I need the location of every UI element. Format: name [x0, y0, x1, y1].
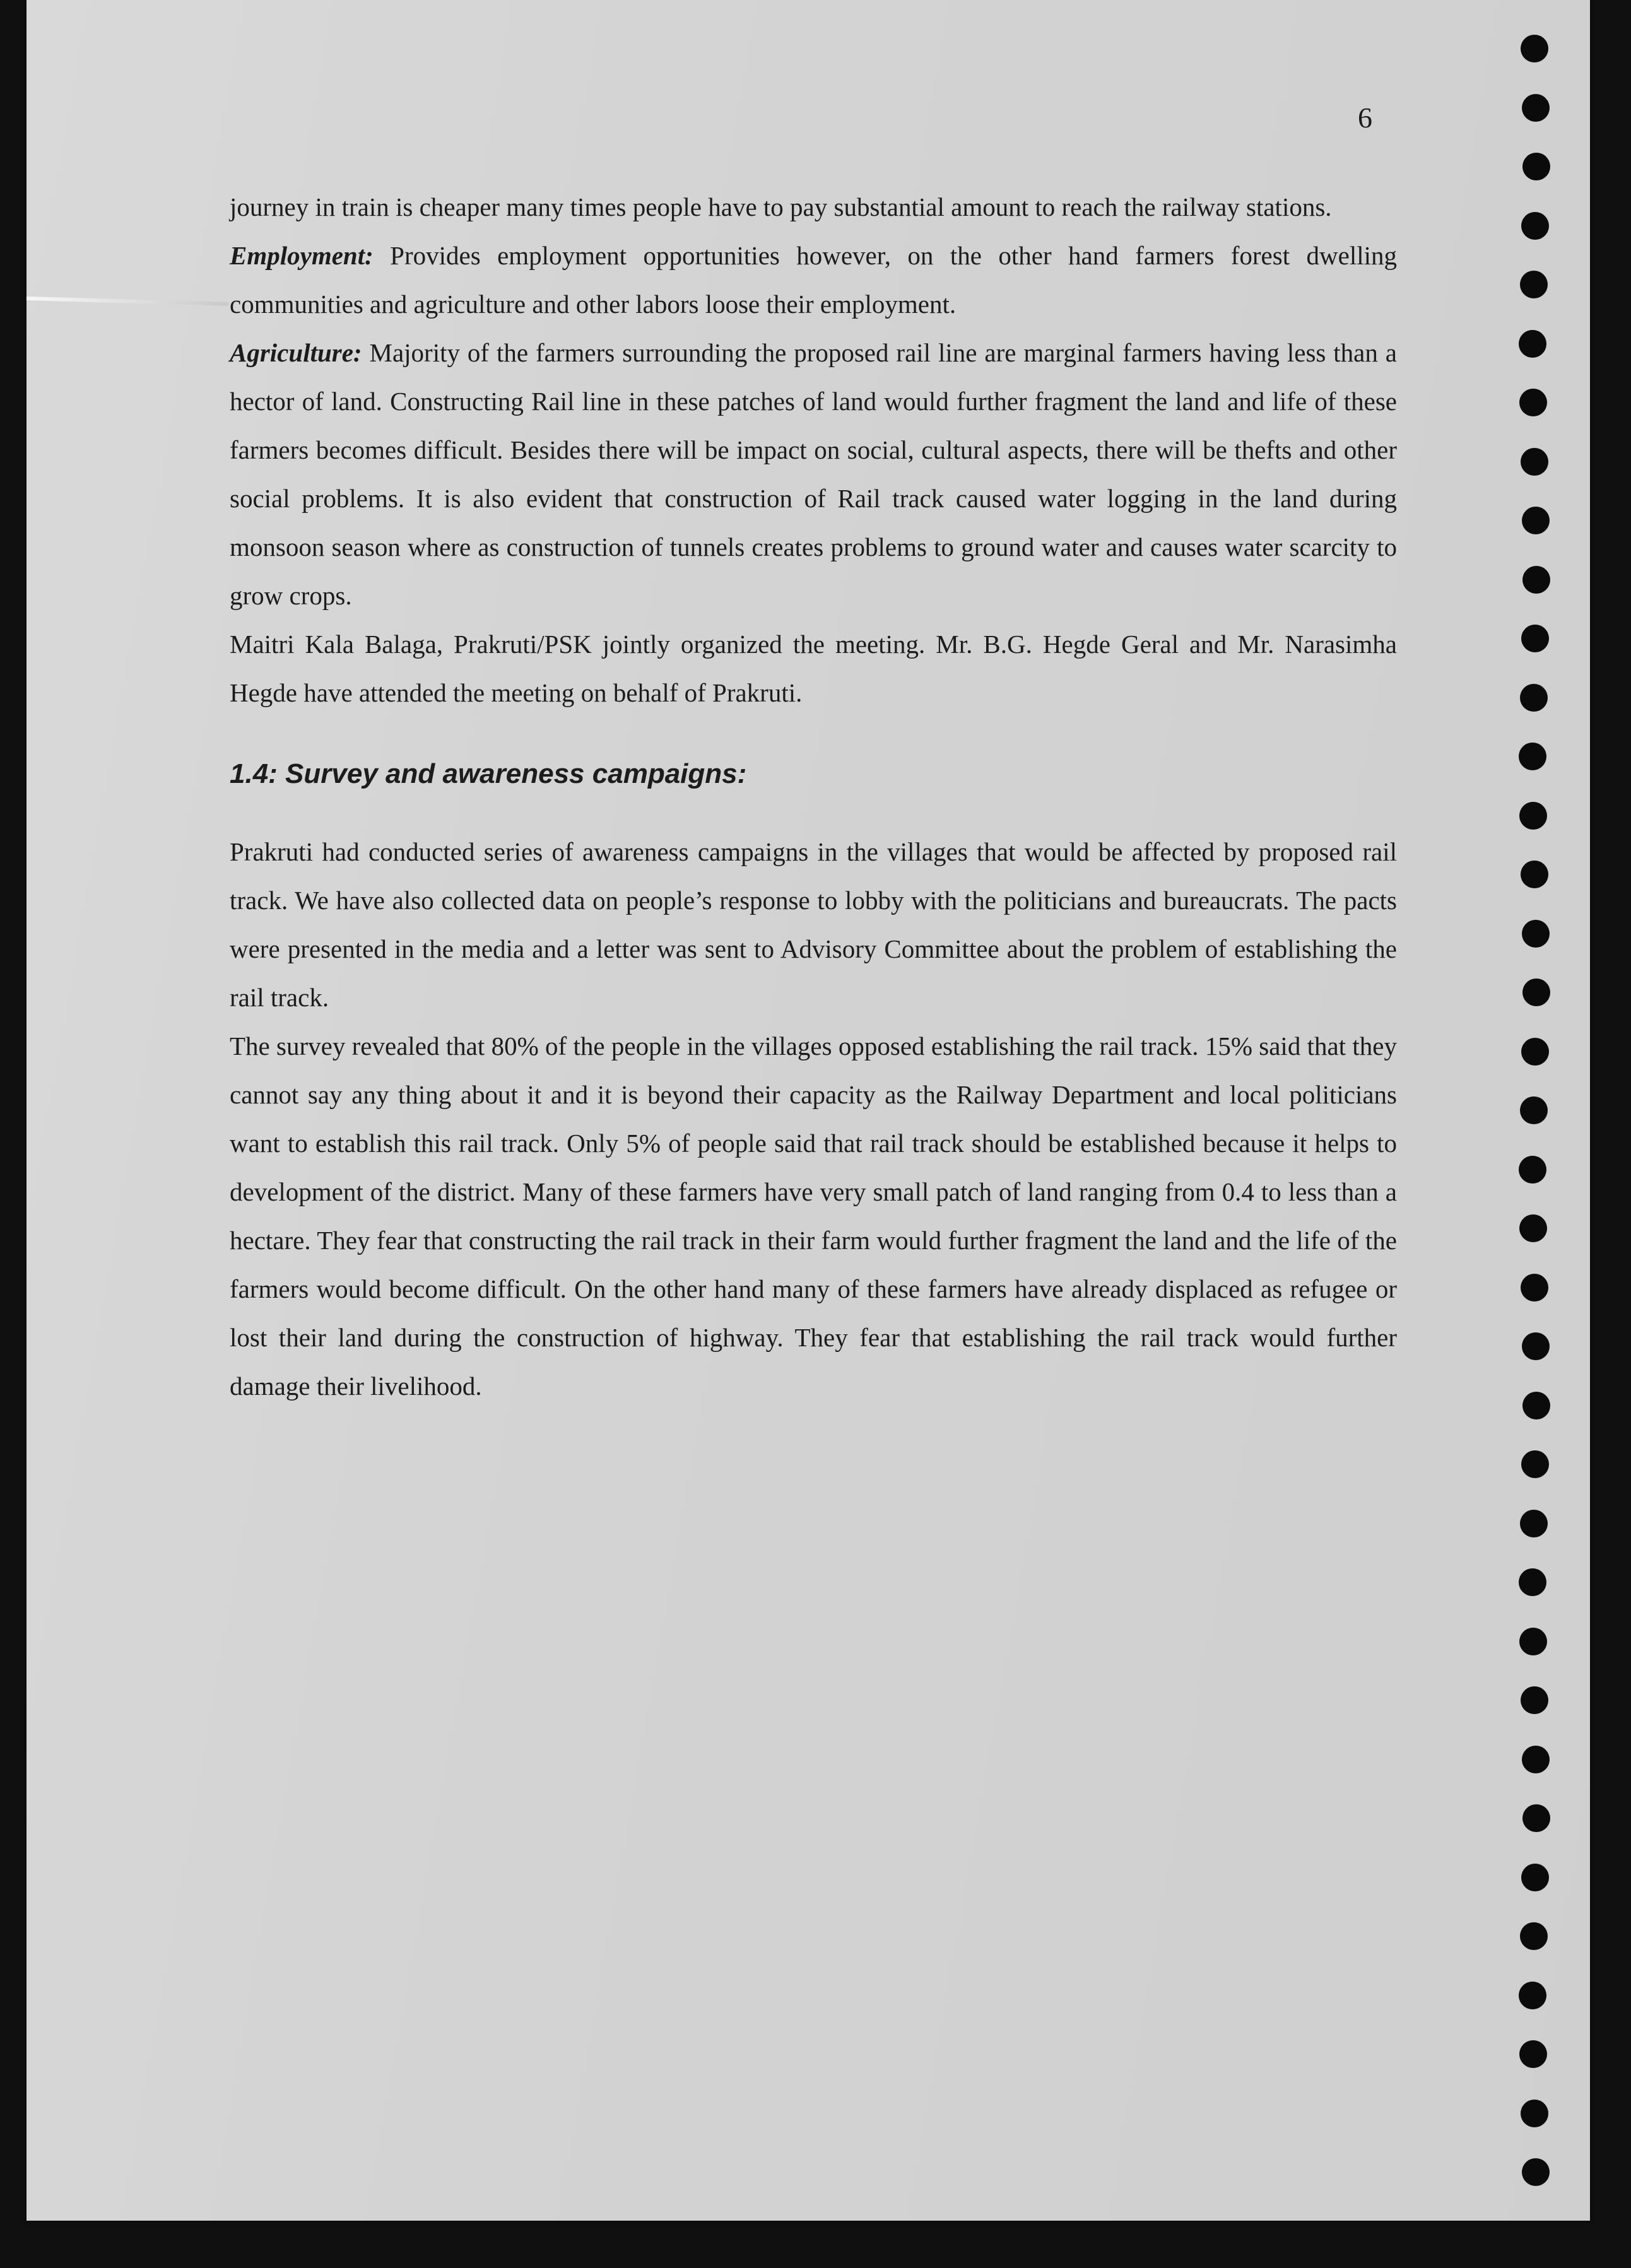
binding-hole — [1521, 1274, 1548, 1301]
binding-hole — [1522, 1392, 1550, 1419]
agriculture-heading: Agriculture: — [230, 338, 362, 367]
binding-hole — [1520, 271, 1548, 298]
paper-crease — [26, 297, 228, 306]
body-text — [230, 183, 1397, 1411]
binding-hole — [1519, 802, 1547, 830]
binding-hole — [1519, 389, 1547, 416]
paragraph-journey — [230, 183, 1397, 232]
binding-hole — [1522, 978, 1550, 1006]
paragraph-survey — [230, 1022, 1397, 1411]
binding-hole — [1519, 1156, 1546, 1184]
binding-hole — [1519, 1214, 1547, 1242]
binding-hole — [1521, 448, 1548, 476]
paragraph-text: Prakruti had conducted series of awareness campaigns in the villages that would be affected by proposed rail track. We have also collected data on people’s response to lobby with the politicians and bureaucrats. The pacts were presented in the media and a letter was sent to Advisory Committee about the problem of establishing the rail track. — [230, 837, 1397, 1012]
paragraph-text: Provides employment opportunities however, on the other hand farmers forest dwelling communities and agriculture and other labors loose their employment. — [230, 241, 1397, 319]
paragraph-employment — [230, 232, 1397, 329]
binding-hole — [1522, 94, 1550, 122]
binding-hole — [1522, 507, 1550, 534]
binding-hole — [1521, 861, 1548, 888]
paragraph-text: Maitri Kala Balaga, Prakruti/PSK jointly organized the meeting. Mr. B.G. Hegde Geral and Mr. Narasimha Hegde have attended the meeting on behalf of Prakruti. — [230, 630, 1397, 707]
paragraph-text: journey in train is cheaper many times people have to pay substantial amount to reach the railway stations. — [230, 192, 1332, 221]
paragraph-meeting — [230, 620, 1397, 717]
binding-hole — [1520, 1510, 1548, 1537]
binding-hole — [1521, 1864, 1549, 1891]
binding-hole — [1520, 684, 1548, 712]
binding-hole — [1519, 330, 1546, 358]
section-heading: 1.4: Survey and awareness campaigns: — [230, 758, 747, 789]
paragraph-text: Majority of the farmers surrounding the proposed rail line are marginal farmers having less than a hector of land. Constructing Rail line in these patches of land would further fragment the land and life of these farmers becomes difficult. Besides there will be impact on social, cultural aspects, there will be thefts and other social problems. It is also evident that construction of Rail track caused water logging in the land during monsoon season where as construction of tunnels creates problems to ground water and causes water scarcity to grow crops. — [230, 338, 1397, 610]
employment-heading: Employment: — [230, 241, 374, 270]
binding-hole — [1522, 920, 1550, 948]
binding-hole — [1521, 1450, 1549, 1478]
binding-hole — [1519, 743, 1546, 770]
binding-holes — [1521, 35, 1571, 2211]
binding-hole — [1521, 35, 1548, 62]
binding-hole — [1522, 1746, 1550, 1773]
binding-hole — [1522, 1332, 1550, 1360]
binding-hole — [1519, 1982, 1546, 2009]
binding-hole — [1521, 212, 1549, 240]
binding-hole — [1520, 1096, 1548, 1124]
binding-hole — [1521, 1686, 1548, 1714]
paragraph-text: The survey revealed that 80% of the people in the villages opposed establishing the rail track. 15% said that they cannot say any thing about it and it is beyond their capacity as the Railway Department and local politicians want to establish this rail track. Only 5% of people said that rail track should be established because it helps to development of the district. Many of these farmers have very small patch of land ranging from 0.4 to less than a hectare. They fear that constructing the rail track in their farm would further fragment the land and the life of the farmers would become difficult. On the other hand many of these farmers have already displaced as refugee or lost their land during the construction of highway. They fear that establishing the rail track would further damage their livelihood. — [230, 1031, 1397, 1401]
binding-hole — [1519, 1568, 1546, 1596]
paragraph-campaigns — [230, 828, 1397, 1022]
binding-hole — [1522, 2158, 1550, 2186]
binding-hole — [1521, 1038, 1549, 1066]
binding-hole — [1521, 625, 1549, 652]
binding-hole — [1522, 153, 1550, 180]
binding-hole — [1522, 1804, 1550, 1832]
binding-hole — [1520, 1922, 1548, 1950]
binding-hole — [1519, 1628, 1547, 1655]
paragraph-agriculture — [230, 329, 1397, 620]
document-page — [26, 0, 1590, 2221]
binding-hole — [1519, 2040, 1547, 2068]
binding-hole — [1521, 2100, 1548, 2127]
page-number: 6 — [1358, 102, 1372, 134]
binding-hole — [1522, 566, 1550, 594]
